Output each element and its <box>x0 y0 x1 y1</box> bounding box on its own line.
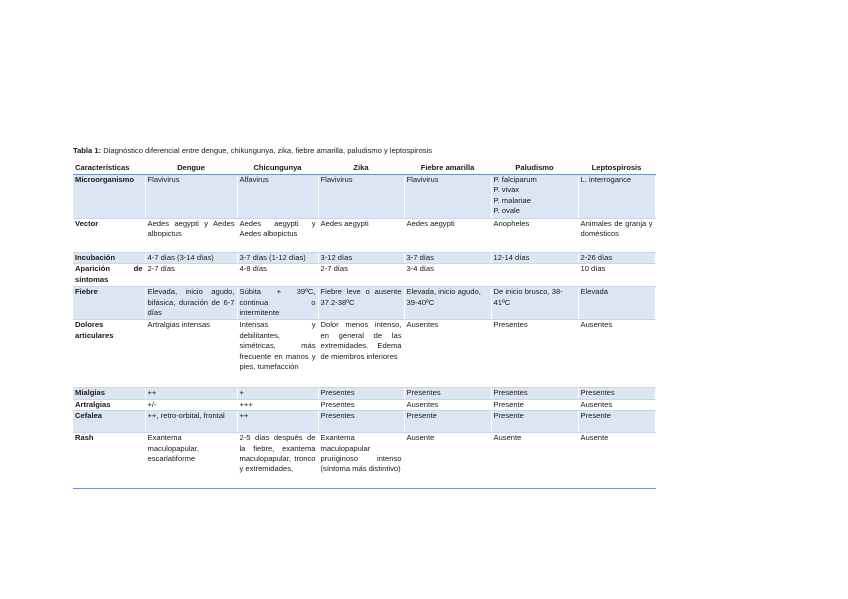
table-cell: Presentes <box>578 388 655 399</box>
table-row <box>73 264 655 287</box>
table-cell: 2-7 días <box>145 264 237 287</box>
table-row <box>73 175 655 219</box>
table-cell: Animales de granja y domésticos <box>578 219 655 253</box>
table-cell: 4-7 días (3-14 días) <box>145 253 237 264</box>
table-cell: Presente <box>491 399 578 410</box>
table-cell: Aedes aegypti <box>404 219 491 253</box>
caption-label: Tabla 1: <box>73 146 102 155</box>
table-cell: Flavivirus <box>404 175 491 219</box>
table-cell: L. interrogance <box>578 175 655 219</box>
table-cell: Aedes aegypti y Aedes albopictus <box>237 219 318 253</box>
table-row <box>73 219 655 253</box>
table-cell: De inicio brusco, 38-41ºC <box>491 287 578 320</box>
table-cell: Dolor menos intenso, en general de las extremidades. Edema de miembros inferiores <box>318 320 404 388</box>
table-cell: Anopheles <box>491 219 578 253</box>
row-feature-label: Incubación <box>73 253 145 264</box>
table-cell: Presentes <box>318 399 404 410</box>
table-cell: +/- <box>145 399 237 410</box>
table-cell: Aedes aegypti <box>318 219 404 253</box>
table-cell: P. falciparum P. vivax P. malariae P. ovale <box>491 175 578 219</box>
table-cell: Exantema maculopapular, escarlatiforme <box>145 433 237 489</box>
table-cell: Exantema maculopapular pruriginoso intenso (síntoma más distintivo) <box>318 433 404 489</box>
table-cell: Elevada, inicio agudo, bifásica, duración de 6-7 días <box>145 287 237 320</box>
row-feature-label: Mialgias <box>73 388 145 399</box>
table-cell: 12-14 días <box>491 253 578 264</box>
table-row <box>73 253 655 264</box>
table-cell: Fiebre leve o ausente 37.2-38ºC <box>318 287 404 320</box>
table-cell: Ausentes <box>404 320 491 388</box>
table-cell: Ausente <box>491 433 578 489</box>
table-cell: Artralgias intensas <box>145 320 237 388</box>
table-cell: Presentes <box>318 388 404 399</box>
row-feature-label: Rash <box>73 433 145 489</box>
table-cell: Ausente <box>404 433 491 489</box>
table-cell: ++ <box>237 411 318 433</box>
table-row <box>73 287 655 320</box>
table-cell: Intensas y debilitantes, simétricas, más frecuente en manos y pies, tumefacción <box>237 320 318 388</box>
table-cell: Presente <box>404 411 491 433</box>
table-cell: 3-7 días (1-12 días) <box>237 253 318 264</box>
table-cell: 2-26 días <box>578 253 655 264</box>
table-row <box>73 399 655 410</box>
header-cell: Paludismo <box>491 163 578 175</box>
differential-diagnosis-table <box>73 163 656 489</box>
table-cell: Alfavirus <box>237 175 318 219</box>
caption-text: Diagnóstico diferencial entre dengue, chikungunya, zika, fiebre amarilla, paludismo y leptospirosis <box>103 146 433 155</box>
table-cell: Elevada <box>578 287 655 320</box>
table-cell: 4-8 días <box>237 264 318 287</box>
table-cell: Ausente <box>578 433 655 489</box>
table-cell: + <box>237 388 318 399</box>
row-feature-label: Cefalea <box>73 411 145 433</box>
table-cell: Presentes <box>491 388 578 399</box>
row-feature-label: Microorganismo <box>73 175 145 219</box>
table-cell: Flavivirus <box>145 175 237 219</box>
table-cell <box>491 264 578 287</box>
row-feature-label: Aparición de síntomas <box>73 264 145 287</box>
row-feature-label: Vector <box>73 219 145 253</box>
table-cell: +++ <box>237 399 318 410</box>
table-cell: 2-7 días <box>318 264 404 287</box>
header-cell: Leptospirosis <box>578 163 655 175</box>
table-cell: Elevada, inicio agudo, 39-40ºC <box>404 287 491 320</box>
table-row <box>73 388 655 399</box>
table-cell: Ausentes <box>578 320 655 388</box>
header-cell: Características <box>73 163 145 175</box>
table-cell: 3-12 días <box>318 253 404 264</box>
table-cell: Flavivirus <box>318 175 404 219</box>
header-cell: Zika <box>318 163 404 175</box>
table-row <box>73 320 655 388</box>
table-body <box>73 175 655 489</box>
table-cell: ++ <box>145 388 237 399</box>
table-row <box>73 411 655 433</box>
table-cell: 2-5 días después de la fiebre, exantema maculopapular, tronco y extremidades, <box>237 433 318 489</box>
header-cell: Dengue <box>145 163 237 175</box>
header-row <box>73 163 655 175</box>
row-feature-label: Artralgias <box>73 399 145 410</box>
table-cell: Presente <box>491 411 578 433</box>
table-cell: 3-7 días <box>404 253 491 264</box>
table-cell: Aedes aegypti y Aedes albopictus <box>145 219 237 253</box>
table-caption <box>73 146 432 155</box>
row-feature-label: Fiebre <box>73 287 145 320</box>
table-cell: Ausentes <box>578 399 655 410</box>
table-cell: 3-4 días <box>404 264 491 287</box>
row-feature-label: Dolores articulares <box>73 320 145 388</box>
table-row <box>73 433 655 489</box>
table-cell: ++, retro-orbital, frontal <box>145 411 237 433</box>
header-cell: Chicungunya <box>237 163 318 175</box>
header-cell: Fiebre amarilla <box>404 163 491 175</box>
table-cell: Presentes <box>318 411 404 433</box>
table-cell: Ausentes <box>404 399 491 410</box>
table-cell: Presente <box>578 411 655 433</box>
table-cell: Presentes <box>491 320 578 388</box>
table-cell: Presentes <box>404 388 491 399</box>
table-cell: Súbita + 39ºC, continua o intermitente <box>237 287 318 320</box>
table-cell: 10 días <box>578 264 655 287</box>
